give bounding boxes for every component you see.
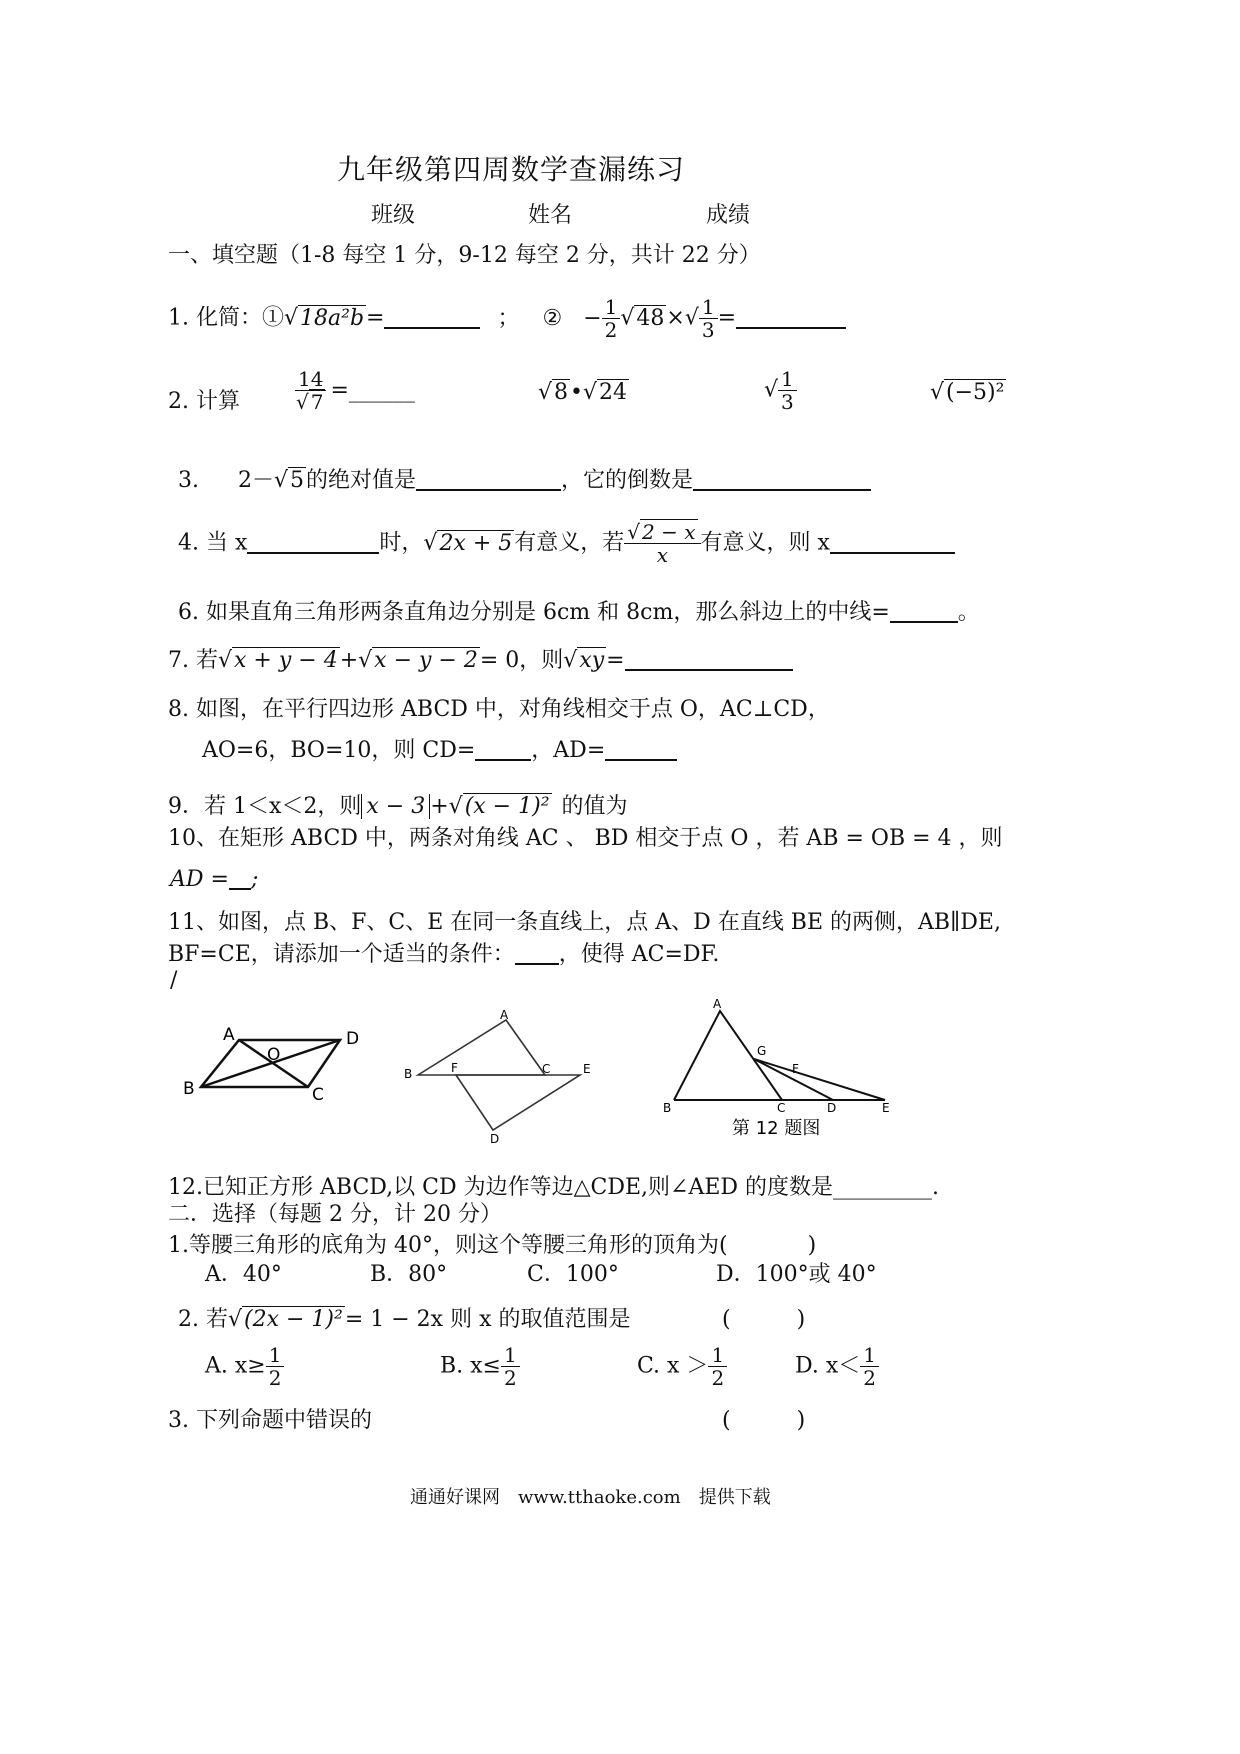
- question-11-line-2: BF=CE，请添加一个适当的条件： ，使得 AC=DF.: [168, 942, 720, 967]
- section-fill-in-heading: 一、填空题（1-8 每空 1 分，9-12 每空 2 分，共计 22 分）: [168, 243, 761, 268]
- question-8-line-2: AO=6，BO=10，则 CD= ，AD=: [202, 733, 677, 764]
- question-2-b: √8•√24: [538, 380, 628, 405]
- label-e: E: [583, 1062, 591, 1076]
- name-label: 姓名: [528, 203, 573, 228]
- question-2-c: √ $\frac{1}{3}$: [764, 368, 797, 413]
- label-a: A: [223, 1025, 235, 1045]
- question-3: 3. 2－√5的绝对值是 ，它的倒数是: [178, 463, 871, 494]
- figure-two-triangles: [400, 1004, 595, 1149]
- label-d: D: [827, 1101, 837, 1115]
- label-c: C: [777, 1101, 786, 1115]
- label-g: G: [757, 1044, 767, 1058]
- question-6: 6. 如果直角三角形两条直角边分别是 6cm 和 8cm，那么斜边上的中线= 。: [178, 600, 980, 625]
- question-1: 1. 化简：①√18a²b= ； ② − $\frac{1}{2}$ √48×√ $\frac{1}{3}$ =: [168, 296, 846, 341]
- label-c: C: [542, 1062, 551, 1076]
- label-f: F: [792, 1062, 799, 1076]
- answer-blank[interactable]: [475, 737, 531, 761]
- choice-2-stem: 2. 若√(2x − 1)²= 1 − 2x 则 x 的取值范围是: [178, 1307, 631, 1332]
- label-o: O: [267, 1045, 281, 1065]
- question-9: 9．若 1＜x＜2，则 x − 3 +√(x − 1)² 的值为: [168, 794, 628, 819]
- label-f: F: [451, 1061, 458, 1075]
- label-a: A: [500, 1008, 509, 1022]
- figure-caption: 第 12 题图: [732, 1118, 821, 1139]
- label-e: E: [882, 1101, 890, 1115]
- choice-3-answer-paren[interactable]: ( ): [722, 1408, 806, 1433]
- answer-blank[interactable]: [515, 941, 559, 965]
- answer-blank[interactable]: [830, 530, 955, 554]
- answer-blank[interactable]: [890, 599, 958, 623]
- choice-2-answer-paren[interactable]: ( ): [722, 1307, 806, 1332]
- section-choice-heading: 二．选择（每题 2 分，计 20 分）: [168, 1202, 502, 1227]
- footer-credit: 通通好课网 www.tthaoke.com 提供下载: [410, 1487, 771, 1508]
- question-10-line-1: 10、在矩形 ABCD 中，两条对角线 AC 、 BD 相交于点 O ，若 AB = OB = 4 ，则: [168, 826, 1003, 851]
- stray-mark: /: [170, 968, 178, 993]
- choice-3-stem: 3. 下列命题中错误的: [168, 1408, 372, 1433]
- figure-12: [657, 995, 897, 1145]
- answer-blank[interactable]: [229, 866, 251, 890]
- choice-1-option-a[interactable]: A．40°: [205, 1262, 282, 1287]
- choice-2-option-d[interactable]: D. x＜ $\frac{1}{2}$: [795, 1344, 879, 1389]
- choice-1-option-d[interactable]: D．100°或 40°: [716, 1262, 877, 1287]
- choice-1-stem: 1.等腰三角形的底角为 40°，则这个等腰三角形的顶角为( ): [168, 1233, 817, 1258]
- label-d: D: [490, 1132, 500, 1146]
- question-11-line-1: 11、如图，点 B、F、C、E 在同一条直线上，点 A、D 在直线 BE 的两侧，AB∥DE,: [168, 910, 1001, 935]
- choice-1-option-b[interactable]: B．80°: [370, 1262, 448, 1287]
- choice-2-option-a[interactable]: A. x≥ $\frac{1}{2}$: [205, 1344, 284, 1389]
- answer-blank[interactable]: [247, 530, 379, 554]
- answer-blank[interactable]: [625, 647, 793, 671]
- figure-parallelogram: [175, 1020, 375, 1110]
- choice-2-option-c[interactable]: C. x ＞ $\frac{1}{2}$: [637, 1344, 727, 1389]
- answer-blank[interactable]: [416, 467, 561, 491]
- question-8-line-1: 8. 如图，在平行四边形 ABCD 中，对角线相交于点 O，AC⊥CD，: [168, 697, 830, 722]
- question-2-prefix: 2. 计算: [168, 389, 240, 414]
- question-7: 7. 若√x + y − 4+√x − y − 2= 0，则√xy=: [168, 643, 793, 674]
- answer-blank[interactable]: [736, 305, 846, 329]
- label-d: D: [346, 1029, 360, 1049]
- answer-blank[interactable]: [384, 305, 480, 329]
- class-label: 班级: [371, 203, 416, 228]
- score-label: 成绩: [706, 203, 751, 228]
- choice-2-option-b[interactable]: B. x≤ $\frac{1}{2}$: [440, 1344, 520, 1389]
- label-b: B: [404, 1067, 413, 1081]
- question-10-line-2: AD = ;: [170, 867, 259, 892]
- label-b: B: [663, 1101, 672, 1115]
- question-2-d: √(−5)²: [930, 380, 1005, 405]
- answer-blank[interactable]: [693, 467, 871, 491]
- answer-blank[interactable]: [605, 737, 677, 761]
- choice-1-option-c[interactable]: C．100°: [527, 1262, 619, 1287]
- label-a: A: [713, 997, 722, 1011]
- page-title: 九年级第四周数学查漏练习: [337, 153, 686, 186]
- question-12: 12.已知正方形 ABCD,以 CD 为边作等边△CDE,则∠AED 的度数是_________.: [168, 1175, 940, 1200]
- question-4: 4. 当 x 时，√2x + 5有意义，若 $\frac{√ 2 - x}{x}$ 有意义，则 x: [178, 521, 955, 566]
- label-c: C: [312, 1085, 324, 1105]
- question-2-expr: $\frac{14}{√ 7}$ =______: [295, 367, 415, 414]
- label-b: B: [183, 1079, 195, 1099]
